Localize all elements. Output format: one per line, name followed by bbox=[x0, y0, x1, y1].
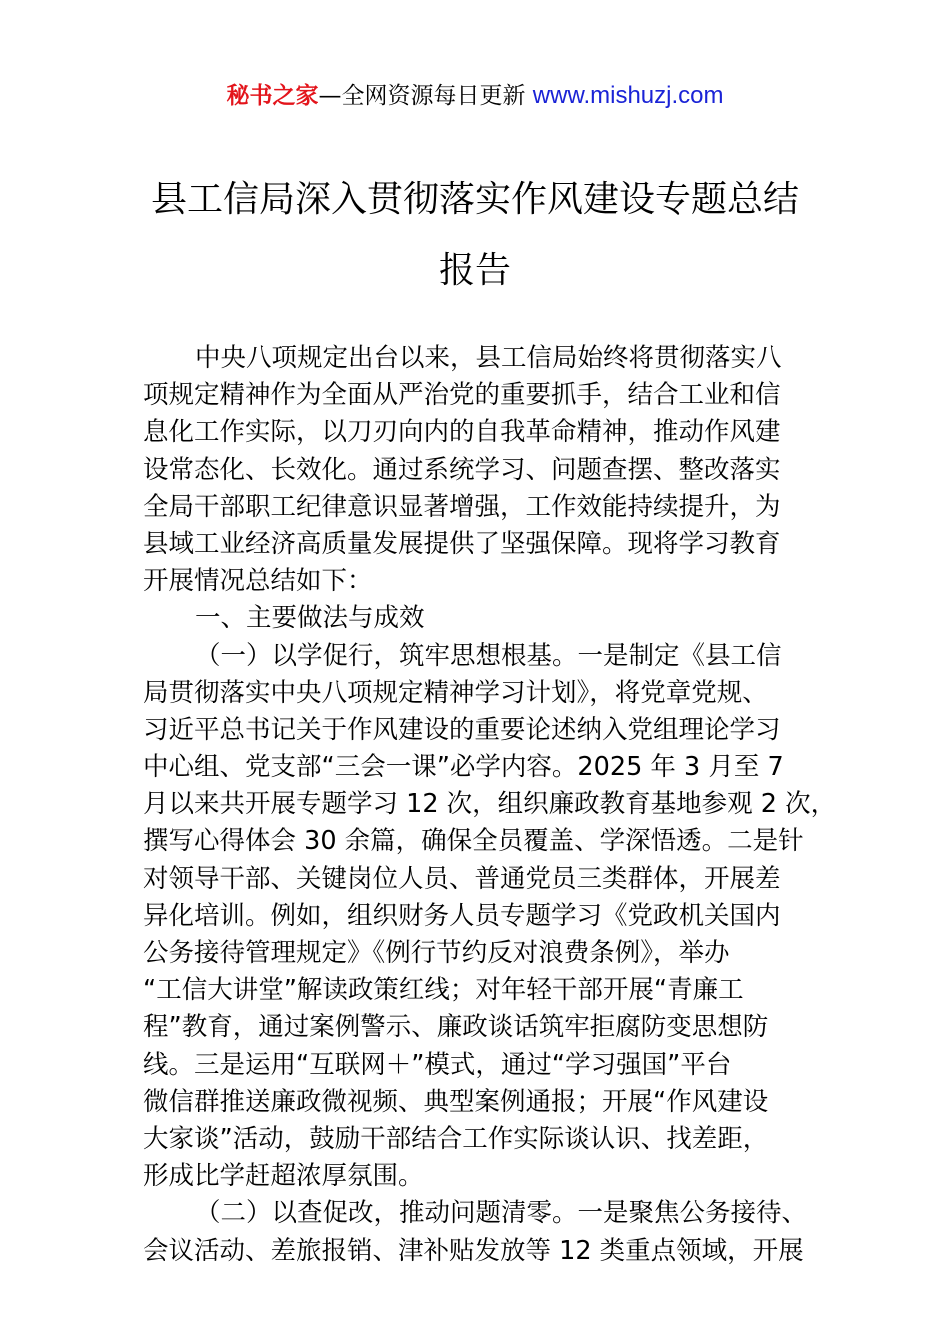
paragraph-line: “工信大讲堂”解读政策红线；对年轻干部开展“青廉工 bbox=[143, 975, 744, 1006]
site-brand: 秘书之家 bbox=[226, 83, 319, 109]
paragraph-line: 县域工业经济高质量发展提供了坚强保障。现将学习教育 bbox=[143, 528, 781, 559]
paragraph-line: 对领导干部、关键岗位人员、普通党员三类群体，开展差 bbox=[143, 863, 781, 894]
document-body bbox=[143, 340, 837, 1270]
paragraph-line: 局贯彻落实中央八项规定精神学习计划》，将党章党规、 bbox=[143, 677, 768, 708]
paragraph-line: 异化培训。例如，组织财务人员专题学习《党政机关国内 bbox=[143, 900, 781, 931]
paragraph-line: 项规定精神作为全面从严治党的重要抓手，结合工业和信 bbox=[143, 380, 781, 411]
paragraph-line: 微信群推送廉政微视频、典型案例通报；开展“作风建设 bbox=[143, 1086, 769, 1117]
site-tagline: —全网资源每日更新 bbox=[318, 83, 533, 109]
paragraph-line: 月以来共开展专题学习 12 次，组织廉政教育基地参观 2 次， bbox=[143, 789, 837, 820]
paragraph-line: 中心组、党支部“三会一课”必学内容。2025 年 3 月至 7 bbox=[143, 752, 784, 783]
paragraph-line: 息化工作实际，以刀刃向内的自我革命精神，推动作风建 bbox=[143, 417, 781, 448]
paragraph-line: 撰写心得体会 30 余篇，确保全员覆盖、学深悟透。二是针 bbox=[143, 826, 804, 857]
paragraph-line: 大家谈”活动，鼓励干部结合工作实际谈认识、找差距， bbox=[143, 1123, 769, 1154]
site-url-link[interactable]: www.mishuzj.com bbox=[532, 82, 724, 109]
paragraph-line: 程”教育，通过案例警示、廉政谈话筑牢拒腐防变思想防 bbox=[143, 1012, 769, 1043]
paragraph-line: 会议活动、差旅报销、津补贴发放等 12 类重点领域，开展 bbox=[143, 1235, 804, 1266]
document-title-line-2: 报告 bbox=[438, 250, 511, 291]
paragraph-line: 习近平总书记关于作风建设的重要论述纳入党组理论学习 bbox=[143, 714, 781, 745]
paragraph-line: 形成比学赶超浓厚氛围。 bbox=[143, 1161, 424, 1192]
document-title-line-1: 县工信局深入贯彻落实作风建设专题总结 bbox=[150, 179, 799, 220]
paragraph-line: （一）以学促行，筑牢思想根基。一是制定《县工信 bbox=[195, 640, 782, 671]
section-heading: 一、主要做法与成效 bbox=[195, 603, 425, 634]
paragraph-line: 设常态化、长效化。通过系统学习、问题查摆、整改落实 bbox=[143, 454, 781, 485]
paragraph-line: 线。三是运用“互联网＋”模式，通过“学习强国”平台 bbox=[143, 1049, 732, 1080]
site-header bbox=[0, 80, 950, 112]
paragraph-line: 中央八项规定出台以来，县工信局始终将贯彻落实八 bbox=[195, 343, 782, 373]
paragraph-line: 开展情况总结如下： bbox=[143, 566, 373, 597]
paragraph-line: 全局干部职工纪律意识显著增强，工作效能持续提升，为 bbox=[143, 491, 781, 522]
paragraph-line: 公务接待管理规定》《例行节约反对浪费条例》，举办 bbox=[143, 938, 730, 968]
paragraph-line: （二）以查促改，推动问题清零。一是聚焦公务接待、 bbox=[195, 1198, 808, 1229]
